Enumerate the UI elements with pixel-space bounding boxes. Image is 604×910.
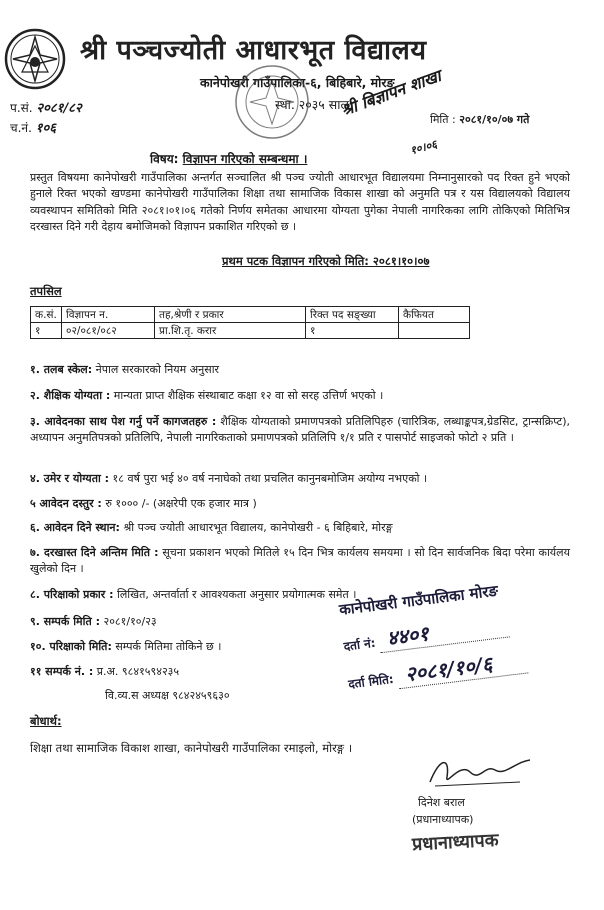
table-cell: १ (306, 323, 399, 339)
handwritten-date: १०।०६ (408, 137, 439, 158)
item-text: सम्पर्क मितिमा तोकिने छ । (115, 640, 222, 653)
school-seal-icon (232, 62, 312, 142)
table-cell: १ (31, 323, 62, 339)
list-item (30, 614, 330, 630)
vacancy-table (30, 306, 470, 339)
stamp-reg-no-value: ४४०१ (385, 621, 430, 651)
cc-text: शिक्षा तथा सामाजिक विकाश शाखा, कानेपोखरी गाउँपालिका रमाइलो, मोरङ्ग । (30, 741, 353, 755)
table-header-cell: विज्ञापन न. (62, 307, 155, 323)
stamp-reg-date-value: २०८१/१०/६ (403, 651, 494, 687)
list-item (30, 414, 570, 446)
item-text: प्र.अ. ९८४१५९४२३५ (96, 665, 180, 678)
body-paragraph: प्रस्तुत विषयमा कानेपोखरी गाउँपालिका अन्तर्गत सञ्चालित श्री पञ्च ज्योती आधारभूत विद्यालयमा निम्नानुसारको पद रिक्त हुने भएको हुनाले रिक्त भएको खण्डमा कानेपोखरी गाउँपालिका शिक्षा तथा सामाजिक विकास शाखा को अनुमति पत्र र यस विद्यालयको विद्यालय व्यवस्थापन समितिको मिति २०८१।०१।०६ गतेको निर्णय समेतका आधारमा योग्यता पुगेका नेपाली नागरिकका लागि तोकिएको मितिभित्र दरखास्त दिने गरी देहाय बमोजिमको विज्ञापन प्रकाशित गरिएको छ । (30, 171, 570, 233)
subject-text: विज्ञापन गरिएको सम्बन्धमा । (182, 152, 308, 166)
reference-number-label: प.सं. (10, 101, 33, 115)
list-item (30, 388, 570, 404)
item-text: मान्यता प्राप्त शैक्षिक संस्थाबाट कक्षा १२ वा सो सरह उत्तिर्ण भएको । (113, 389, 384, 402)
list-item (30, 496, 570, 512)
established-year: स्था. २०३५ साल (275, 97, 349, 112)
item-label: ५ आवेदन दस्तुर : (30, 497, 102, 510)
table-cell: ०२/०८१/०८२ (62, 323, 155, 339)
table-header-cell: कैफियत (399, 307, 470, 323)
item-text: नेपाल सरकारको नियम अनुसार (95, 363, 220, 376)
signatory-title: (प्रधानाध्यापक) (412, 813, 474, 826)
signatory-name: दिनेश बराल (418, 796, 465, 809)
subject-line (150, 150, 307, 167)
signature-icon (425, 752, 535, 792)
table-header-cell: रिक्त पद सङ्ख्या (306, 307, 399, 323)
details-label: तपसिल (30, 284, 62, 298)
subject-label: विषय: (150, 152, 179, 166)
item-text: २०८१/१०/२३ (103, 615, 157, 628)
dispatch-number-label: च.नं. (10, 121, 32, 135)
table-header-row (31, 307, 470, 323)
dispatch-number-value: १०६ (35, 121, 57, 136)
stamp-office: कानेपोखरी गाउँपालिका मोरङ (338, 581, 499, 619)
letter-date-value: २०८१/१०/०७ गते (459, 113, 530, 126)
list-item (30, 362, 570, 378)
item-label: ७. दरखास्त दिने अन्तिम मिति : (30, 546, 159, 559)
item-label: ४. उमेर र योग्यता : (30, 472, 110, 485)
stamp-reg-no-label: दर्ता नं: (342, 635, 377, 654)
table-cell (399, 323, 470, 339)
item-text: लिखित, अन्तर्वार्ता र आवश्यकता अनुसार प्रयोगात्मक समेत । (116, 588, 357, 601)
table-header-cell: तह,श्रेणी र प्रकार (155, 307, 306, 323)
item-text: रु १००० /- (अक्षरेपी एक हजार मात्र ) (105, 497, 257, 510)
item-label: ३. आवेदनका साथ पेश गर्नु पर्ने कागजतहरु : (30, 415, 217, 428)
contact-extra: वि.व्य.स अध्यक्ष ९८४२४५९६३० (105, 689, 230, 702)
table-header-cell: क.सं. (31, 307, 62, 323)
school-logo-icon (4, 28, 66, 90)
item-text: सूचना प्रकाशन भएको मितिले १५ दिन भित्र कार्यलय समयमा । सो दिन सार्वजनिक बिदा परेमा कार्यलय खुलेको दिन । (30, 546, 571, 575)
item-label: १. तलब स्केल: (30, 363, 93, 376)
list-item (30, 471, 570, 487)
letter-date (430, 112, 529, 127)
dispatch-number (10, 118, 56, 136)
list-item (30, 639, 330, 655)
item-text: श्री पञ्च ज्योती आधारभूत विद्यालय, कानेपोखरी - ६ बिहिबारे, मोरङ्ग (123, 521, 393, 534)
item-label: ९. सम्पर्क मिति : (30, 615, 100, 628)
letter-date-label: मिति : (430, 113, 456, 126)
list-item (30, 520, 570, 536)
table-row (31, 323, 470, 339)
reference-number (10, 98, 82, 116)
handwritten-annotation: श्री बिज्ञापन शाखा (338, 66, 444, 120)
item-label: २. शैक्षिक योग्यता : (30, 389, 111, 402)
first-ad-date: प्रथम पटक विज्ञापन गरिएको मिति: २०८१।१०।०७ (222, 254, 430, 268)
table-cell: प्रा.शि.तृ. करार (155, 323, 306, 339)
item-label: ८. परिक्षाको प्रकार : (30, 588, 114, 601)
list-item (30, 664, 330, 680)
item-label: १०. परिक्षाको मिति: (30, 640, 112, 653)
list-item (30, 545, 570, 577)
school-address: कानेपोखरी गाउँपालिका-६, बिहिबारे, मोरङ (200, 75, 395, 90)
item-label: ११ सम्पर्क नं. : (30, 665, 94, 678)
head-teacher-stamp: प्रधानाध्यापक (411, 829, 500, 856)
item-label: ६. आवेदन दिने स्थान: (30, 521, 120, 534)
school-name: श्री पञ्चज्योती आधारभूत विद्यालय (80, 35, 427, 66)
item-text: १८ वर्ष पुरा भई ४० वर्ष ननाघेको तथा प्रचलित कानुनबमोजिम अयोग्य नभएको । (112, 472, 428, 485)
stamp-reg-date-label: दर्ता मिति: (347, 671, 395, 692)
reference-number-value: २०८१/८२ (36, 101, 82, 116)
cc-label: बोधार्थ: (30, 714, 62, 728)
item-text: शैक्षिक योग्यताको प्रमाणपत्रको प्रतिलिपिहरु (चारित्रिक, लब्धाङ्कपत्र,ग्रेडसिट, ट्रान्सक्रिप्ट), अध्यापन अनुमतिपत्रको प्रतिलिपि, नेपाली नागरिकताको प्रमाणपत्रको प्रतिलिपि १/१ प्रति र पासपोर्ट साइजको फोटो २ प्रति । (30, 415, 571, 444)
